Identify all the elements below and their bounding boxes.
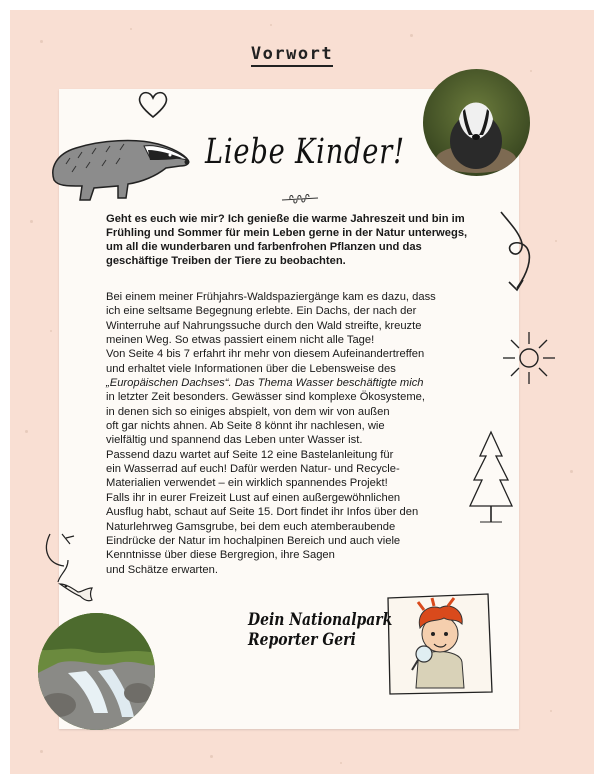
body-line: oft gar nichts ahnen. Ab Seite 8 könnt ihr nachlesen, wie [106,420,385,433]
signature-line-1: Dein Nationalpark [248,610,393,630]
body-line: Naturlehrweg Gamsgrube, bei dem euch atemberaubende [106,520,396,533]
page-title: Vorwort [0,44,584,64]
body-line: Eindrücke der Natur im hochalpinen Bereich und auch viele [106,534,401,547]
body-line: Von Seite 4 bis 7 erfahrt ihr mehr von diesem Aufeinandertreffen [106,348,425,361]
body-text [106,290,466,577]
body-line: und Schätze erwarten. [106,563,218,576]
body-line: Bei einem meiner Frühjahrs-Waldspaziergänge kam es dazu, dass [106,291,436,303]
tree-doodle [466,428,516,528]
fish-doodle [40,530,98,610]
waterfall-photo [38,613,155,730]
branch-doodle [280,192,320,206]
signature [248,610,392,650]
sun-doodle [499,328,559,388]
body-line: „Europäischen Dachses“. Das Thema Wasser beschäftigte mich [106,377,424,390]
intro-paragraph: Geht es euch wie mir? Ich genieße die warme Jahreszeit und bin im Frühling und Sommer für mein Leben gerne in der Natur unterwegs, um all die wunderbaren und farbenfrohen Pflanzen und das geschäftige Treiben der Tiere zu beobachten. [106,213,468,267]
body-line: Ausflug habt, schaut auf Seite 15. Dort findet ihr Infos über den [106,506,419,519]
badger-drawing [46,128,196,206]
reporter-geri-illustration [384,592,494,696]
heart-icon [136,88,170,120]
signature-line-2: Reporter Geri [248,630,356,650]
body-line: Falls ihr in eurer Freizeit Lust auf einen außergewöhnlichen [106,491,401,504]
greeting-heading: Liebe Kinder! [205,132,405,172]
body-line: ich eine seltsame Begegnung erlebte. Ein Dachs, der nach der [106,305,417,318]
badger-photo [423,69,530,176]
body-line: Materialien verwendet – ein wirklich spannendes Projekt! [106,477,388,490]
body-line: in letzter Zeit besonders. Gewässer sind komplexe Ökosysteme, [106,391,425,404]
body-line: Passend dazu wartet auf Seite 12 eine Bastelanleitung für [106,448,394,461]
body-line: und erhaltet viele Informationen über die Lebensweise des [106,362,396,375]
body-line: meinen Weg. So etwas passiert einem nicht alle Tage! [106,334,375,347]
body-line: vielfältig und spannend das Leben unter Wasser ist. [106,434,363,447]
body-line: Kenntnisse über diese Bergregion, ihre Sagen [106,549,335,562]
body-line: Winterruhe auf Nahrungssuche durch den Wald streifte, kreuzte [106,319,422,332]
body-line: in denen sich so einiges abspielt, von dem wir von außen [106,405,390,418]
spiral-arrow-doodle [495,208,545,298]
body-line: ein Wasserrad auf euch! Dafür werden Natur- und Recycle- [106,463,400,476]
